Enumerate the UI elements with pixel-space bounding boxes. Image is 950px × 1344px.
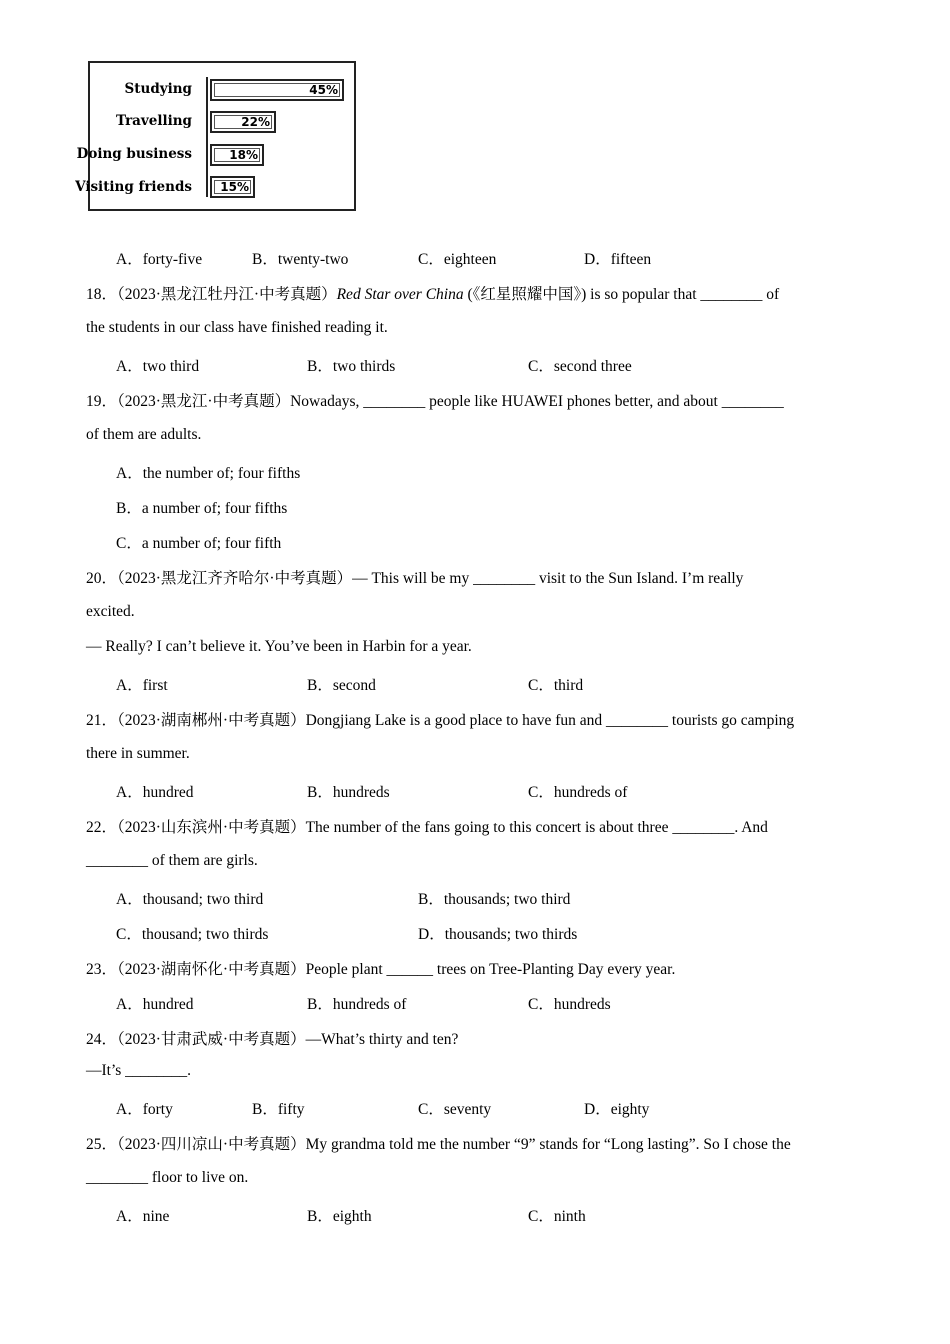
question-text: —What’s thirty and ten? bbox=[305, 1031, 459, 1048]
option: A．the number of; four fifths bbox=[116, 465, 301, 482]
question-source: （2023·山东滨州·中考真题） bbox=[117, 819, 306, 836]
question-number: 24． bbox=[86, 1031, 118, 1048]
question-text: (《红星照耀中国》) is so popular that ________ of bbox=[463, 286, 780, 303]
option: B．eighth bbox=[307, 1208, 372, 1225]
question-20 bbox=[86, 566, 743, 588]
option: B．fifty bbox=[252, 1101, 305, 1118]
question-source: （2023·甘肃武威·中考真题） bbox=[117, 1031, 306, 1048]
question-number: 20． bbox=[86, 570, 118, 587]
option: A．forty bbox=[116, 1101, 173, 1118]
option: D．thousands; two thirds bbox=[418, 926, 578, 943]
option: C．eighteen bbox=[418, 251, 497, 268]
option: B．hundreds bbox=[307, 784, 390, 801]
survey-bar-chart bbox=[75, 61, 356, 211]
chart-bar bbox=[210, 111, 276, 133]
question-19 bbox=[86, 389, 784, 411]
question-text: of them are adults. bbox=[86, 426, 202, 443]
option: C．second three bbox=[528, 358, 632, 375]
chart-value-label: 22% bbox=[241, 115, 270, 129]
question-number: 22． bbox=[86, 819, 118, 836]
option: C．hundreds of bbox=[528, 784, 628, 801]
question-text: — Really? I can’t believe it. You’ve been in Harbin for a year. bbox=[86, 638, 472, 655]
question-21 bbox=[86, 708, 794, 730]
option: C．a number of; four fifth bbox=[116, 535, 282, 552]
option: A．thousand; two third bbox=[116, 891, 264, 908]
question-number: 21． bbox=[86, 712, 118, 729]
question-source: （2023·黑龙江·中考真题） bbox=[117, 393, 291, 410]
option: B．two thirds bbox=[307, 358, 396, 375]
option: D．eighty bbox=[584, 1101, 650, 1118]
option: C．hundreds bbox=[528, 996, 611, 1013]
option: A．forty-five bbox=[116, 251, 203, 268]
question-text: ________ floor to live on. bbox=[86, 1169, 249, 1186]
question-25 bbox=[86, 1132, 791, 1154]
option: A．two third bbox=[116, 358, 200, 375]
chart-value-label: 18% bbox=[229, 148, 258, 162]
option: A．nine bbox=[116, 1208, 170, 1225]
question-24 bbox=[86, 1027, 458, 1049]
option: B．twenty-two bbox=[252, 251, 349, 268]
question-number: 18． bbox=[86, 286, 118, 303]
question-text: excited. bbox=[86, 603, 135, 620]
option: B．second bbox=[307, 677, 376, 694]
chart-value-label: 15% bbox=[220, 180, 249, 194]
book-title: Red Star over China bbox=[336, 286, 464, 303]
question-source: （2023·四川凉山·中考真题） bbox=[117, 1136, 306, 1153]
question-text: ________ of them are girls. bbox=[86, 852, 258, 869]
question-text: The number of the fans going to this concert is about three ________. And bbox=[305, 819, 768, 836]
option: B．hundreds of bbox=[307, 996, 407, 1013]
question-text: Nowadays, ________ people like HUAWEI phones better, and about ________ bbox=[290, 393, 784, 410]
question-text: the students in our class have finished reading it. bbox=[86, 319, 388, 336]
question-text: Dongjiang Lake is a good place to have fun and ________ tourists go camping bbox=[305, 712, 795, 729]
question-source: （2023·湖南怀化·中考真题） bbox=[117, 961, 306, 978]
option: B．a number of; four fifths bbox=[116, 500, 288, 517]
question-18 bbox=[86, 282, 779, 304]
question-source: （2023·黑龙江牡丹江·中考真题） bbox=[117, 286, 337, 303]
question-source: （2023·湖南郴州·中考真题） bbox=[117, 712, 306, 729]
option: C．ninth bbox=[528, 1208, 586, 1225]
chart-category-label: Doing business bbox=[76, 146, 192, 162]
chart-bar bbox=[210, 79, 344, 101]
question-number: 23． bbox=[86, 961, 118, 978]
option: B．thousands; two third bbox=[418, 891, 571, 908]
option: C．third bbox=[528, 677, 584, 694]
chart-category-label: Studying bbox=[124, 81, 192, 97]
chart-bar bbox=[210, 144, 264, 166]
question-text: My grandma told me the number “9” stands for “Long lasting”. So I chose the bbox=[305, 1136, 791, 1153]
option: A．first bbox=[116, 677, 168, 694]
chart-axis bbox=[206, 77, 208, 197]
option: C．thousand; two thirds bbox=[116, 926, 269, 943]
chart-category-label: Travelling bbox=[116, 113, 192, 129]
option: A．hundred bbox=[116, 996, 194, 1013]
chart-value-label: 45% bbox=[309, 83, 338, 97]
option: D．fifteen bbox=[584, 251, 652, 268]
question-text: People plant ______ trees on Tree-Planting Day every year. bbox=[305, 961, 676, 978]
question-number: 19． bbox=[86, 393, 118, 410]
question-source: （2023·黑龙江齐齐哈尔·中考真题） bbox=[117, 570, 353, 587]
question-text: there in summer. bbox=[86, 745, 190, 762]
chart-bar bbox=[210, 176, 255, 198]
question-22 bbox=[86, 815, 768, 837]
option: A．hundred bbox=[116, 784, 194, 801]
option: C．seventy bbox=[418, 1101, 492, 1118]
question-23 bbox=[86, 957, 675, 979]
question-number: 25． bbox=[86, 1136, 118, 1153]
question-text: — This will be my ________ visit to the Sun Island. I’m really bbox=[352, 570, 744, 587]
question-text: —It’s ________. bbox=[86, 1062, 192, 1079]
chart-category-label: Visiting friends bbox=[75, 179, 192, 195]
